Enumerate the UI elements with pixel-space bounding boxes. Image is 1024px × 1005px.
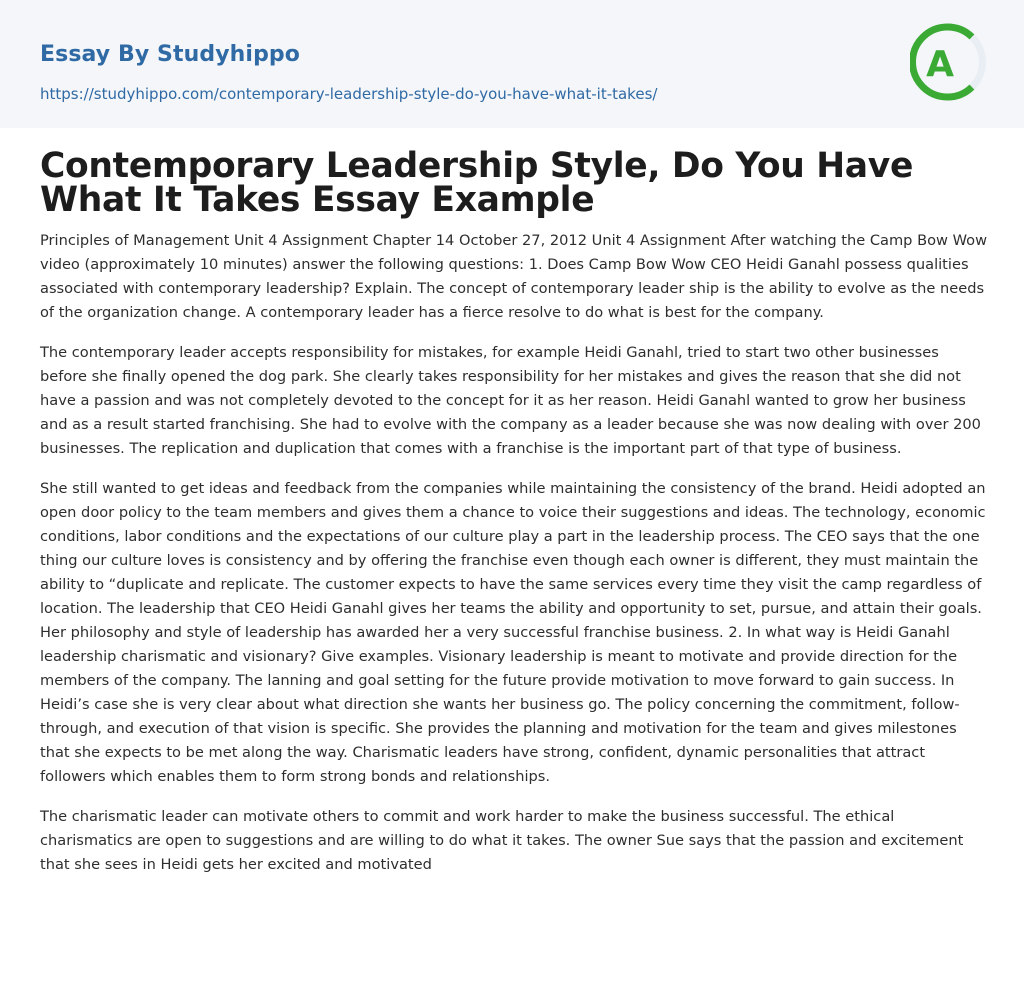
site-brand[interactable]: Essay By Studyhippo (40, 42, 300, 67)
paragraph-2: The contemporary leader accepts responsibility for mistakes, for example Heidi Ganahl, tried to start two other businesses before she finally opened the dog park. She clearly takes responsibility for her mistakes and gives the reason that she did not have a passion and was not completely devoted to the concept for it as her reason. Heidi Ganahl wanted to grow her business and as a result started franchising. She had to evolve with the company as a leader because she was now dealing with over 200 businesses. The replication and duplication that comes with a franchise is the important part of that type of business. (40, 344, 981, 457)
paragraph-4: The charismatic leader can motivate others to commit and work harder to make the business successful. The ethical charismatics are open to suggestions and are willing to do what it takes. The owner Sue says that the passion and excitement that she sees in Heidi gets her excited and motivated (40, 808, 964, 873)
paragraph-3: She still wanted to get ideas and feedback from the companies while maintaining the consistency of the brand. Heidi adopted an open door policy to the team members and gives them a chance to voice their suggestions and ideas. The technology, economic conditions, labor conditions and the expectations of our culture play a part in the leadership process. The CEO says that the one thing our culture loves is consistency and by offering the franchise even though each owner is different, they must maintain the ability to “duplicate and replicate. The customer expects to have the same services every time they visit the camp regardless of location. The leadership that CEO Heidi Ganahl gives her teams the ability and opportunity to set, pursue, and attain their goals. Her philosophy and style of leadership has awarded her a very successful franchise business. 2. In what way is Heidi Ganahl leadership charismatic and visionary? Give examples. Visionary leadership is meant to motivate and provide direction for the members of the company. The lanning and goal setting for the future provide motivation to move forward to gain success. In Heidi’s case she is very clear about what direction she wants her business go. The policy concerning the commitment, follow-through, and execution of that vision is specific. She provides the planning and motivation for the team and gives milestones that she expects to be met along the way. Charismatic leaders have strong, confident, dynamic personalities that attract followers which enables them to form strong bonds and relationships. (40, 480, 986, 785)
studyhippo-logo-icon[interactable] (910, 18, 988, 106)
paragraph-1: Principles of Management Unit 4 Assignment Chapter 14 October 27, 2012 Unit 4 Assignment After watching the Camp Bow Wow video (approximately 10 minutes) answer the following questions: 1. Does Camp Bow Wow CEO Heidi Ganahl possess qualities associated with contemporary leadership? Explain. The concept of contemporary leader ship is the ability to evolve as the needs of the organization change. A contemporary leader has a fierce resolve to do what is best for the company. (40, 232, 988, 321)
site-header (0, 0, 1024, 128)
logo-letter: A (926, 44, 954, 85)
source-url-link[interactable]: https://studyhippo.com/contemporary-leadership-style-do-you-have-what-it-takes/ (40, 85, 658, 103)
page-title: Contemporary Leadership Style, Do You Have What It Takes Essay Example (40, 146, 914, 220)
essay-body (40, 229, 988, 893)
